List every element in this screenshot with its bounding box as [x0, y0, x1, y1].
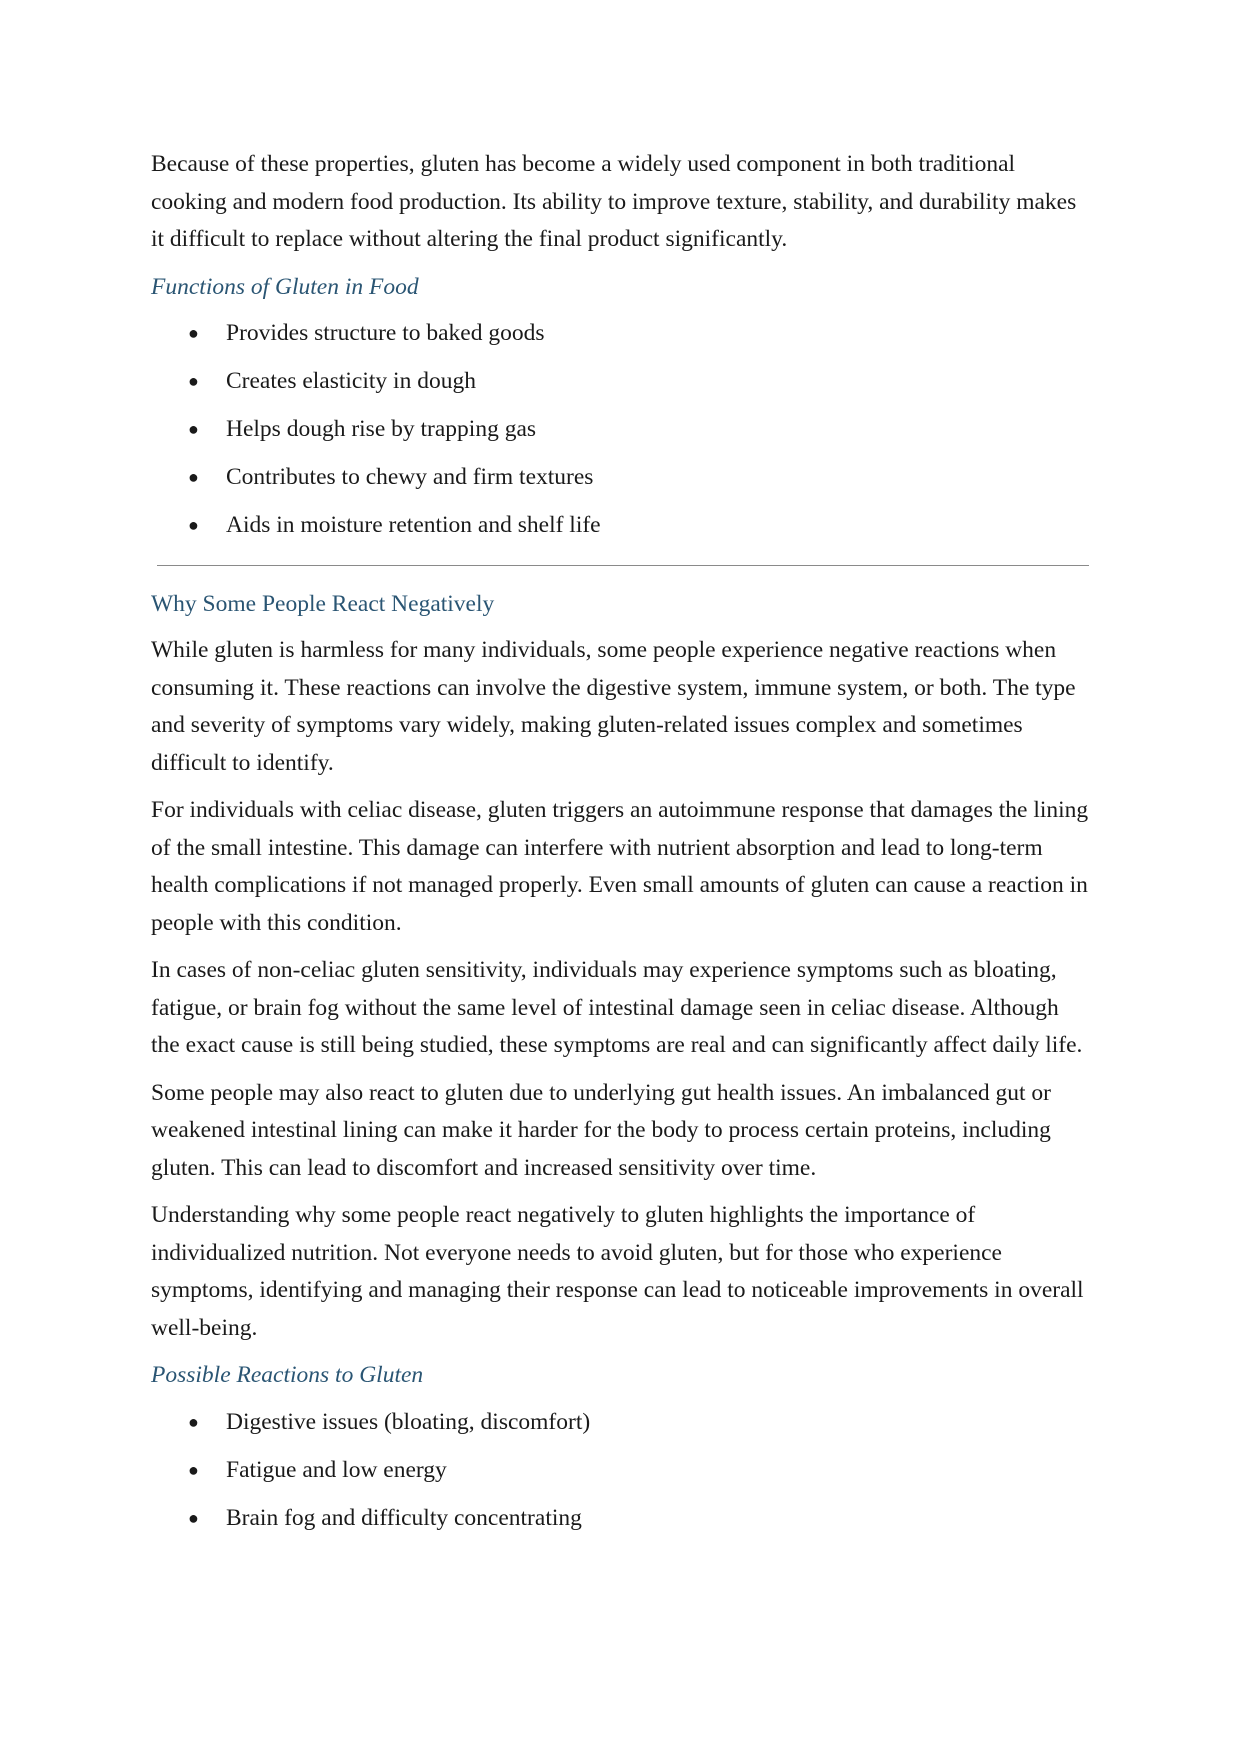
reactions-section-heading: Why Some People React Negatively [151, 590, 495, 617]
possible-reactions-heading: Possible Reactions to Gluten [151, 1362, 424, 1388]
list-item [151, 1500, 1091, 1538]
list-item-text: Helps dough rise by trapping gas [226, 416, 537, 442]
reactions-paragraph: Understanding why some people react negatively to gluten highlights the importance of individualized nutrition. Not everyone needs to avoid gluten, but for those who experience symptoms, identifying and managing their response can lead to noticeable improvements in overall well-being. [151, 1202, 1084, 1341]
bullet-icon: ● [188, 1507, 199, 1528]
reactions-paragraph: For individuals with celiac disease, gluten triggers an autoimmune response that damages the lining of the small intestine. This damage can interfere with nutrient absorption and lead to long-term health complications if not managed properly. Even small amounts of gluten can cause a reaction in people with this condition. [151, 797, 1089, 936]
bullet-icon: ● [188, 323, 199, 343]
bullet-icon: ● [188, 515, 199, 535]
document-page [151, 146, 1091, 1548]
bullet-icon: ● [188, 1459, 199, 1480]
possible-reactions-list [151, 1404, 1091, 1538]
reactions-paragraph: While gluten is harmless for many individuals, some people experience negative reactions when consuming it. These reactions can involve the digestive system, immune system, or both. The type and severity of symptoms vary widely, making gluten-related issues complex and sometimes difficult to identify. [151, 637, 1076, 776]
list-item-text: Fatigue and low energy [226, 1456, 447, 1483]
reactions-paragraph: In cases of non-celiac gluten sensitivity, individuals may experience symptoms such as bloating, fatigue, or brain fog without the same level of intestinal damage seen in celiac disease. Although the exact cause is still being studied, these symptoms are real and can significantly affect daily life. [151, 957, 1083, 1058]
list-item-text: Provides structure to baked goods [226, 320, 545, 346]
bullet-icon: ● [188, 371, 199, 391]
list-item [151, 1404, 1091, 1442]
functions-heading: Functions of Gluten in Food [151, 273, 419, 300]
list-item-text: Brain fog and difficulty concentrating [226, 1504, 582, 1531]
list-item-text: Contributes to chewy and firm textures [226, 464, 594, 490]
bullet-icon: ● [188, 1411, 199, 1432]
horizontal-divider [157, 565, 1089, 566]
bullet-icon: ● [188, 467, 199, 487]
list-item [151, 507, 1091, 545]
list-item [151, 315, 1091, 353]
list-item [151, 363, 1091, 401]
bullet-icon: ● [188, 419, 199, 439]
list-item [151, 1452, 1091, 1490]
list-item-text: Digestive issues (bloating, discomfort) [226, 1408, 591, 1435]
list-item-text: Aids in moisture retention and shelf life [226, 512, 601, 538]
list-item-text: Creates elasticity in dough [226, 368, 476, 394]
list-item [151, 411, 1091, 449]
reactions-paragraph: Some people may also react to gluten due to underlying gut health issues. An imbalanced gut or weakened intestinal lining can make it harder for the body to process certain proteins, including gluten. This can lead to discomfort and increased sensitivity over time. [151, 1079, 1051, 1181]
list-item [151, 459, 1091, 497]
functions-list [151, 315, 1091, 545]
intro-paragraph: Because of these properties, gluten has become a widely used component in both traditional cooking and modern food production. Its ability to improve texture, stability, and durability makes it difficult to replace without altering the final product significantly. [151, 151, 1077, 252]
